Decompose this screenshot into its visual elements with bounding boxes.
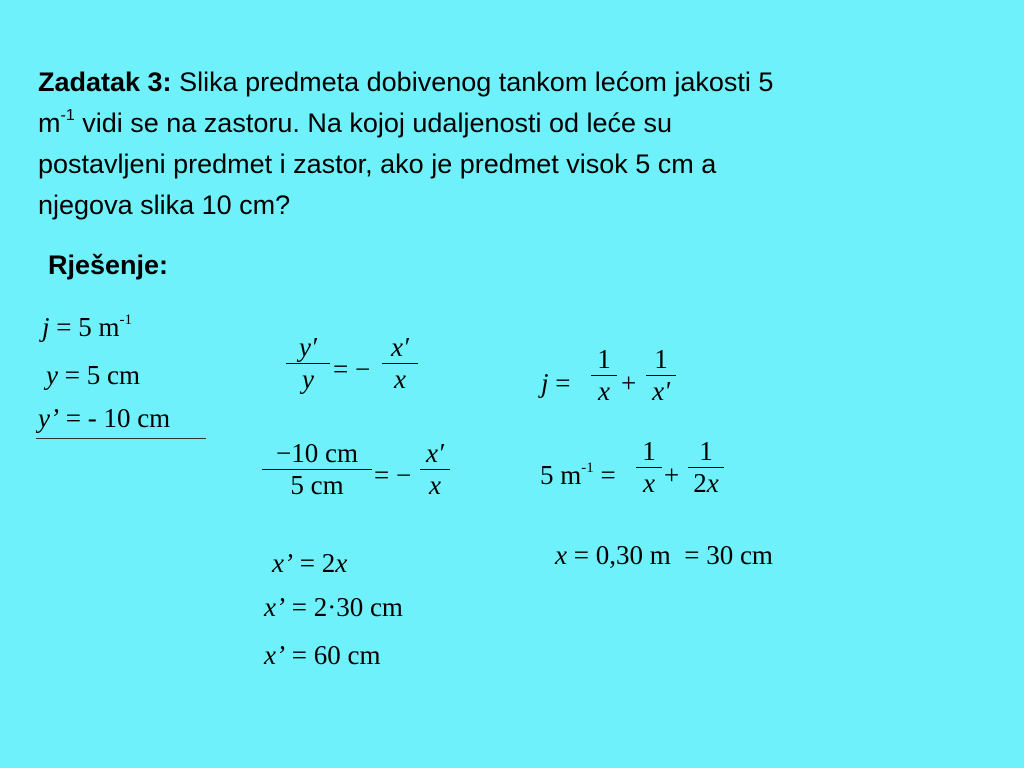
given-y-value: = 5 cm bbox=[57, 360, 140, 390]
mag-frac-2-num: x′ bbox=[391, 332, 409, 362]
lens-frac-b-den: x' bbox=[652, 376, 670, 406]
mag-frac-1 bbox=[286, 332, 330, 395]
mag-frac-2 bbox=[382, 332, 418, 395]
lens-frac-a-den: x bbox=[598, 376, 610, 406]
mag-frac-3-den: 5 cm bbox=[290, 470, 344, 500]
lens-plus-1: + bbox=[621, 368, 637, 398]
mag-frac-1-den: y bbox=[302, 364, 314, 394]
mag-frac-4-den: x bbox=[429, 470, 441, 500]
lens-lhs-2: 5 $m^{-1}$ = bbox=[540, 460, 616, 490]
lens-plus-2: + bbox=[664, 460, 680, 490]
given-j-var: j bbox=[42, 312, 50, 342]
solution-title: Rješenje: bbox=[48, 250, 169, 280]
given-j-exponent: -1 bbox=[119, 312, 132, 328]
problem-statement bbox=[38, 62, 988, 226]
lens-frac-a-num: 1 bbox=[597, 344, 611, 374]
given-y bbox=[46, 360, 140, 391]
given-j bbox=[42, 312, 132, 343]
lens-result: x = 0,30 m = 30 cm bbox=[555, 540, 773, 570]
mag-result-3: x’ = 60 cm bbox=[264, 640, 381, 670]
lens-frac-b bbox=[646, 344, 676, 407]
problem-line-4: njegova slika 10 cm? bbox=[38, 190, 291, 220]
problem-line-2: vidi se na zastoru. Na kojoj udaljenosti od leće su bbox=[74, 108, 673, 138]
problem-label: Zadatak 3: bbox=[38, 67, 172, 97]
problem-line-2-exponent: -1 bbox=[60, 107, 75, 124]
lens-frac-b-num: 1 bbox=[654, 344, 668, 374]
lens-lhs-1: j = bbox=[541, 368, 571, 398]
given-underline bbox=[36, 438, 206, 439]
mag-frac-1-num: y′ bbox=[299, 332, 317, 362]
lens-frac-d-num: 1 bbox=[699, 436, 713, 466]
given-y-var: y bbox=[46, 360, 58, 390]
mag-frac-3-num: −10 cm bbox=[276, 438, 358, 468]
problem-line-3: postavljeni predmet i zastor, ako je predmet visok 5 cm a bbox=[38, 149, 717, 179]
mag-result-1: x’ = 2x bbox=[272, 548, 348, 578]
mag-frac-2-den: x bbox=[394, 364, 406, 394]
lens-frac-c-den: x bbox=[643, 468, 655, 498]
lens-frac-c bbox=[636, 436, 662, 499]
problem-line-1: Slika predmeta dobivenog tankom lećom jakosti 5 bbox=[171, 67, 774, 97]
problem-line-2-unit: m bbox=[38, 108, 61, 138]
mag-frac-4 bbox=[420, 438, 450, 501]
given-y-prime-value: = - 10 cm bbox=[58, 403, 171, 433]
given-j-value: = 5 m bbox=[49, 312, 120, 342]
lens-frac-a bbox=[591, 344, 617, 407]
mag-frac-3 bbox=[262, 438, 372, 501]
lens-frac-d-den: 2x bbox=[693, 468, 719, 498]
mag-eq-minus-2: = − bbox=[374, 460, 412, 490]
lens-frac-d bbox=[688, 436, 724, 499]
mag-result-2: x’ = 2·30 cm bbox=[264, 592, 403, 622]
given-y-prime-var: y’ bbox=[38, 403, 59, 433]
mag-eq-minus-1: = − bbox=[333, 354, 371, 384]
lens-frac-c-num: 1 bbox=[642, 436, 656, 466]
mag-frac-4-num: x′ bbox=[426, 438, 444, 468]
given-y-prime bbox=[38, 403, 170, 434]
